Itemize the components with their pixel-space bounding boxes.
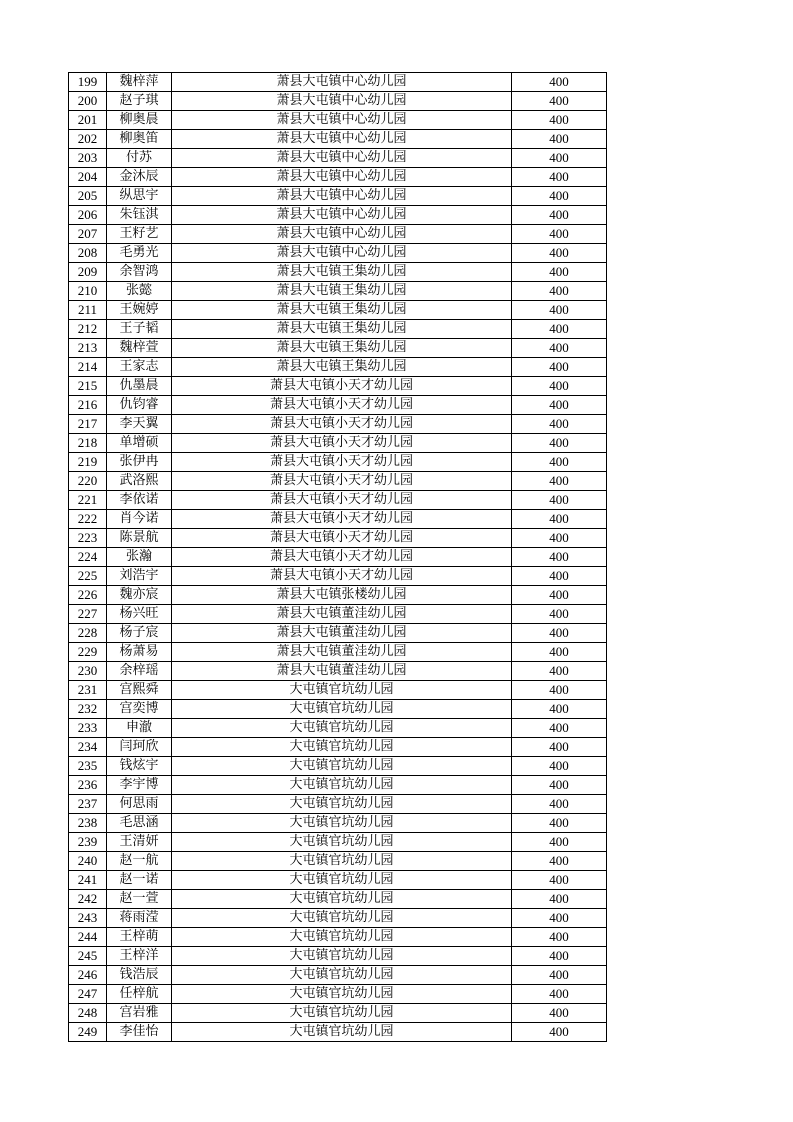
kindergarten-cell: 萧县大屯镇中心幼儿园: [172, 187, 512, 206]
amount-cell: 400: [512, 947, 607, 966]
table-row: [69, 624, 607, 643]
row-number-cell: 207: [69, 225, 107, 244]
student-name-cell: 张瀚: [107, 548, 172, 567]
table-row: [69, 225, 607, 244]
kindergarten-cell: 萧县大屯镇中心幼儿园: [172, 206, 512, 225]
amount-cell: 400: [512, 1023, 607, 1042]
kindergarten-cell: 大屯镇官坑幼儿园: [172, 738, 512, 757]
kindergarten-cell: 大屯镇官坑幼儿园: [172, 776, 512, 795]
student-name-cell: 王清妍: [107, 833, 172, 852]
table-row: [69, 852, 607, 871]
student-name-cell: 李宇博: [107, 776, 172, 795]
student-name-cell: 何思雨: [107, 795, 172, 814]
student-name-cell: 仇钧睿: [107, 396, 172, 415]
table-row: [69, 947, 607, 966]
amount-cell: 400: [512, 757, 607, 776]
student-name-cell: 钱炫宇: [107, 757, 172, 776]
row-number-cell: 236: [69, 776, 107, 795]
student-name-cell: 金沐辰: [107, 168, 172, 187]
row-number-cell: 247: [69, 985, 107, 1004]
amount-cell: 400: [512, 491, 607, 510]
row-number-cell: 232: [69, 700, 107, 719]
kindergarten-cell: 大屯镇官坑幼儿园: [172, 928, 512, 947]
table-row: [69, 814, 607, 833]
kindergarten-cell: 大屯镇官坑幼儿园: [172, 985, 512, 1004]
student-name-cell: 赵一诺: [107, 871, 172, 890]
kindergarten-cell: 萧县大屯镇中心幼儿园: [172, 111, 512, 130]
row-number-cell: 205: [69, 187, 107, 206]
kindergarten-cell: 萧县大屯镇小天才幼儿园: [172, 396, 512, 415]
table-row: [69, 548, 607, 567]
amount-cell: 400: [512, 548, 607, 567]
row-number-cell: 224: [69, 548, 107, 567]
row-number-cell: 240: [69, 852, 107, 871]
row-number-cell: 228: [69, 624, 107, 643]
table-row: [69, 244, 607, 263]
table-row: [69, 73, 607, 92]
amount-cell: 400: [512, 1004, 607, 1023]
row-number-cell: 226: [69, 586, 107, 605]
table-row: [69, 358, 607, 377]
table-row: [69, 700, 607, 719]
row-number-cell: 209: [69, 263, 107, 282]
kindergarten-cell: 萧县大屯镇董洼幼儿园: [172, 662, 512, 681]
amount-cell: 400: [512, 776, 607, 795]
table-row: [69, 206, 607, 225]
kindergarten-cell: 大屯镇官坑幼儿园: [172, 890, 512, 909]
amount-cell: 400: [512, 111, 607, 130]
amount-cell: 400: [512, 377, 607, 396]
row-number-cell: 241: [69, 871, 107, 890]
table-row: [69, 491, 607, 510]
student-name-cell: 李佳怡: [107, 1023, 172, 1042]
kindergarten-cell: 萧县大屯镇董洼幼儿园: [172, 624, 512, 643]
table-row: [69, 282, 607, 301]
student-name-cell: 杨兴旺: [107, 605, 172, 624]
kindergarten-cell: 萧县大屯镇王集幼儿园: [172, 282, 512, 301]
row-number-cell: 227: [69, 605, 107, 624]
kindergarten-cell: 萧县大屯镇小天才幼儿园: [172, 472, 512, 491]
student-name-cell: 王梓洋: [107, 947, 172, 966]
row-number-cell: 248: [69, 1004, 107, 1023]
kindergarten-cell: 萧县大屯镇小天才幼儿园: [172, 548, 512, 567]
row-number-cell: 199: [69, 73, 107, 92]
row-number-cell: 217: [69, 415, 107, 434]
amount-cell: 400: [512, 73, 607, 92]
amount-cell: 400: [512, 187, 607, 206]
amount-cell: 400: [512, 890, 607, 909]
amount-cell: 400: [512, 966, 607, 985]
kindergarten-cell: 大屯镇官坑幼儿园: [172, 814, 512, 833]
table-row: [69, 434, 607, 453]
row-number-cell: 219: [69, 453, 107, 472]
table-row: [69, 662, 607, 681]
row-number-cell: 238: [69, 814, 107, 833]
kindergarten-cell: 萧县大屯镇王集幼儿园: [172, 263, 512, 282]
kindergarten-cell: 萧县大屯镇小天才幼儿园: [172, 491, 512, 510]
table-row: [69, 1023, 607, 1042]
kindergarten-cell: 萧县大屯镇中心幼儿园: [172, 149, 512, 168]
table-row: [69, 738, 607, 757]
table-row: [69, 339, 607, 358]
kindergarten-cell: 大屯镇官坑幼儿园: [172, 833, 512, 852]
table-row: [69, 472, 607, 491]
table-row: [69, 130, 607, 149]
table-row: [69, 187, 607, 206]
student-name-cell: 陈景航: [107, 529, 172, 548]
student-name-cell: 宫岩雅: [107, 1004, 172, 1023]
table-row: [69, 529, 607, 548]
amount-cell: 400: [512, 415, 607, 434]
table-row: [69, 263, 607, 282]
amount-cell: 400: [512, 282, 607, 301]
student-name-cell: 柳奥晨: [107, 111, 172, 130]
table-row: [69, 377, 607, 396]
table-row: [69, 586, 607, 605]
amount-cell: 400: [512, 529, 607, 548]
kindergarten-cell: 萧县大屯镇中心幼儿园: [172, 92, 512, 111]
table-row: [69, 605, 607, 624]
row-number-cell: 244: [69, 928, 107, 947]
amount-cell: 400: [512, 434, 607, 453]
amount-cell: 400: [512, 453, 607, 472]
amount-cell: 400: [512, 301, 607, 320]
table-row: [69, 643, 607, 662]
table-row: [69, 833, 607, 852]
student-name-cell: 魏梓萱: [107, 339, 172, 358]
row-number-cell: 233: [69, 719, 107, 738]
row-number-cell: 206: [69, 206, 107, 225]
row-number-cell: 210: [69, 282, 107, 301]
row-number-cell: 237: [69, 795, 107, 814]
amount-cell: 400: [512, 263, 607, 282]
table-row: [69, 871, 607, 890]
kindergarten-cell: 萧县大屯镇中心幼儿园: [172, 130, 512, 149]
amount-cell: 400: [512, 225, 607, 244]
amount-cell: 400: [512, 795, 607, 814]
student-name-cell: 魏亦宸: [107, 586, 172, 605]
row-number-cell: 216: [69, 396, 107, 415]
kindergarten-cell: 萧县大屯镇小天才幼儿园: [172, 567, 512, 586]
table-row: [69, 909, 607, 928]
kindergarten-cell: 大屯镇官坑幼儿园: [172, 681, 512, 700]
row-number-cell: 213: [69, 339, 107, 358]
row-number-cell: 201: [69, 111, 107, 130]
table-row: [69, 966, 607, 985]
amount-cell: 400: [512, 852, 607, 871]
student-name-cell: 宫熙舜: [107, 681, 172, 700]
kindergarten-cell: 大屯镇官坑幼儿园: [172, 795, 512, 814]
kindergarten-cell: 萧县大屯镇董洼幼儿园: [172, 643, 512, 662]
kindergarten-cell: 萧县大屯镇王集幼儿园: [172, 339, 512, 358]
kindergarten-cell: 大屯镇官坑幼儿园: [172, 966, 512, 985]
kindergarten-cell: 萧县大屯镇王集幼儿园: [172, 358, 512, 377]
row-number-cell: 245: [69, 947, 107, 966]
amount-cell: 400: [512, 168, 607, 187]
amount-cell: 400: [512, 130, 607, 149]
row-number-cell: 243: [69, 909, 107, 928]
amount-cell: 400: [512, 814, 607, 833]
table-body: [69, 73, 607, 1042]
row-number-cell: 203: [69, 149, 107, 168]
student-name-cell: 蒋雨滢: [107, 909, 172, 928]
kindergarten-cell: 萧县大屯镇王集幼儿园: [172, 301, 512, 320]
amount-cell: 400: [512, 472, 607, 491]
student-name-cell: 余梓瑶: [107, 662, 172, 681]
row-number-cell: 235: [69, 757, 107, 776]
amount-cell: 400: [512, 244, 607, 263]
row-number-cell: 204: [69, 168, 107, 187]
table-row: [69, 149, 607, 168]
kindergarten-cell: 大屯镇官坑幼儿园: [172, 757, 512, 776]
table-row: [69, 719, 607, 738]
student-name-cell: 付苏: [107, 149, 172, 168]
amount-cell: 400: [512, 358, 607, 377]
table-row: [69, 567, 607, 586]
row-number-cell: 239: [69, 833, 107, 852]
student-name-cell: 申澈: [107, 719, 172, 738]
kindergarten-cell: 大屯镇官坑幼儿园: [172, 947, 512, 966]
table-row: [69, 320, 607, 339]
amount-cell: 400: [512, 149, 607, 168]
kindergarten-cell: 大屯镇官坑幼儿园: [172, 700, 512, 719]
amount-cell: 400: [512, 624, 607, 643]
table-row: [69, 985, 607, 1004]
amount-cell: 400: [512, 928, 607, 947]
table-row: [69, 1004, 607, 1023]
student-name-cell: 魏梓萍: [107, 73, 172, 92]
kindergarten-cell: 萧县大屯镇小天才幼儿园: [172, 415, 512, 434]
row-number-cell: 221: [69, 491, 107, 510]
student-name-cell: 宫奕博: [107, 700, 172, 719]
amount-cell: 400: [512, 985, 607, 1004]
row-number-cell: 220: [69, 472, 107, 491]
student-name-cell: 任梓航: [107, 985, 172, 1004]
amount-cell: 400: [512, 719, 607, 738]
row-number-cell: 200: [69, 92, 107, 111]
row-number-cell: 230: [69, 662, 107, 681]
amount-cell: 400: [512, 909, 607, 928]
amount-cell: 400: [512, 662, 607, 681]
student-name-cell: 张懿: [107, 282, 172, 301]
kindergarten-cell: 大屯镇官坑幼儿园: [172, 1004, 512, 1023]
student-name-cell: 杨萧易: [107, 643, 172, 662]
student-name-cell: 王婉婷: [107, 301, 172, 320]
amount-cell: 400: [512, 738, 607, 757]
student-name-cell: 钱浩辰: [107, 966, 172, 985]
student-name-cell: 杨子宸: [107, 624, 172, 643]
row-number-cell: 202: [69, 130, 107, 149]
table-row: [69, 111, 607, 130]
amount-cell: 400: [512, 605, 607, 624]
student-name-cell: 赵一航: [107, 852, 172, 871]
kindergarten-cell: 萧县大屯镇小天才幼儿园: [172, 453, 512, 472]
student-name-cell: 王梓萌: [107, 928, 172, 947]
table-row: [69, 890, 607, 909]
student-name-cell: 仇墨晨: [107, 377, 172, 396]
amount-cell: 400: [512, 567, 607, 586]
student-name-cell: 朱钰淇: [107, 206, 172, 225]
amount-cell: 400: [512, 700, 607, 719]
table-row: [69, 396, 607, 415]
row-number-cell: 214: [69, 358, 107, 377]
amount-cell: 400: [512, 833, 607, 852]
student-name-cell: 张伊冉: [107, 453, 172, 472]
amount-cell: 400: [512, 871, 607, 890]
kindergarten-cell: 大屯镇官坑幼儿园: [172, 719, 512, 738]
row-number-cell: 225: [69, 567, 107, 586]
amount-cell: 400: [512, 92, 607, 111]
student-name-cell: 王家志: [107, 358, 172, 377]
kindergarten-cell: 萧县大屯镇张楼幼儿园: [172, 586, 512, 605]
student-name-cell: 柳奥笛: [107, 130, 172, 149]
kindergarten-cell: 大屯镇官坑幼儿园: [172, 852, 512, 871]
kindergarten-cell: 萧县大屯镇董洼幼儿园: [172, 605, 512, 624]
student-name-cell: 毛思涵: [107, 814, 172, 833]
kindergarten-cell: 萧县大屯镇中心幼儿园: [172, 244, 512, 263]
kindergarten-cell: 大屯镇官坑幼儿园: [172, 909, 512, 928]
student-name-cell: 王子韬: [107, 320, 172, 339]
amount-cell: 400: [512, 510, 607, 529]
student-name-cell: 李天翼: [107, 415, 172, 434]
kindergarten-cell: 大屯镇官坑幼儿园: [172, 1023, 512, 1042]
table-row: [69, 510, 607, 529]
table-row: [69, 453, 607, 472]
table-row: [69, 795, 607, 814]
table-row: [69, 92, 607, 111]
student-name-cell: 余智鸿: [107, 263, 172, 282]
row-number-cell: 211: [69, 301, 107, 320]
student-name-cell: 李依诺: [107, 491, 172, 510]
kindergarten-cell: 萧县大屯镇中心幼儿园: [172, 73, 512, 92]
row-number-cell: 242: [69, 890, 107, 909]
row-number-cell: 234: [69, 738, 107, 757]
row-number-cell: 215: [69, 377, 107, 396]
kindergarten-cell: 萧县大屯镇中心幼儿园: [172, 168, 512, 187]
row-number-cell: 208: [69, 244, 107, 263]
student-name-cell: 刘浩宇: [107, 567, 172, 586]
student-name-cell: 毛勇光: [107, 244, 172, 263]
student-name-cell: 肖今诺: [107, 510, 172, 529]
student-subsidy-table: [68, 72, 607, 1042]
amount-cell: 400: [512, 320, 607, 339]
amount-cell: 400: [512, 586, 607, 605]
student-name-cell: 单增硕: [107, 434, 172, 453]
amount-cell: 400: [512, 396, 607, 415]
table-row: [69, 415, 607, 434]
student-name-cell: 赵一萱: [107, 890, 172, 909]
kindergarten-cell: 萧县大屯镇王集幼儿园: [172, 320, 512, 339]
row-number-cell: 249: [69, 1023, 107, 1042]
kindergarten-cell: 萧县大屯镇小天才幼儿园: [172, 510, 512, 529]
row-number-cell: 223: [69, 529, 107, 548]
table-row: [69, 776, 607, 795]
kindergarten-cell: 萧县大屯镇小天才幼儿园: [172, 529, 512, 548]
student-name-cell: 王籽艺: [107, 225, 172, 244]
row-number-cell: 231: [69, 681, 107, 700]
kindergarten-cell: 萧县大屯镇中心幼儿园: [172, 225, 512, 244]
row-number-cell: 229: [69, 643, 107, 662]
row-number-cell: 222: [69, 510, 107, 529]
row-number-cell: 218: [69, 434, 107, 453]
amount-cell: 400: [512, 206, 607, 225]
student-name-cell: 闫珂欣: [107, 738, 172, 757]
student-name-cell: 赵子琪: [107, 92, 172, 111]
table-row: [69, 757, 607, 776]
table-row: [69, 681, 607, 700]
table-row: [69, 168, 607, 187]
student-name-cell: 纵思宇: [107, 187, 172, 206]
amount-cell: 400: [512, 339, 607, 358]
row-number-cell: 246: [69, 966, 107, 985]
table-row: [69, 928, 607, 947]
table-row: [69, 301, 607, 320]
kindergarten-cell: 萧县大屯镇小天才幼儿园: [172, 377, 512, 396]
row-number-cell: 212: [69, 320, 107, 339]
student-name-cell: 武洛熙: [107, 472, 172, 491]
amount-cell: 400: [512, 681, 607, 700]
amount-cell: 400: [512, 643, 607, 662]
kindergarten-cell: 大屯镇官坑幼儿园: [172, 871, 512, 890]
kindergarten-cell: 萧县大屯镇小天才幼儿园: [172, 434, 512, 453]
